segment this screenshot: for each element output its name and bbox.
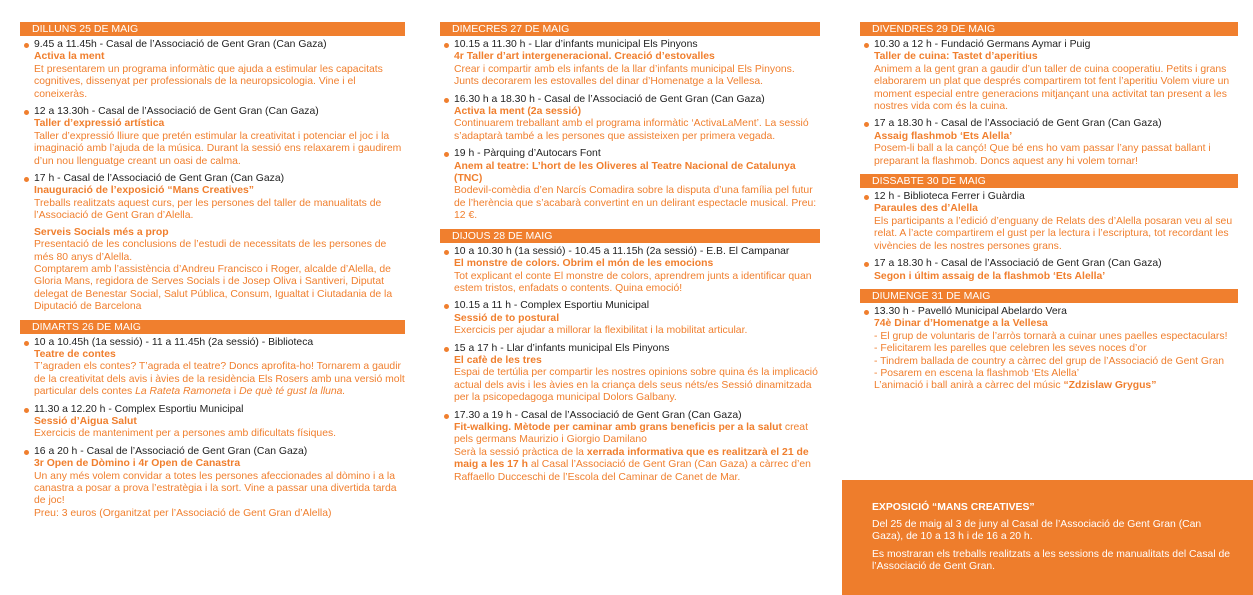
event-description: T’agraden els contes? T’agrada el teatre? Doncs aprofita-ho! Tornarem a gaudir de la creativitat dels avis i àvies de la residència Els Rosers amb una versió molt particular dels contes La Rateta Ramoneta i De què té gust la lluna. [34,361,405,398]
event-time: 16 a 20 h - Casal de l’Associació de Gent Gran (Can Gaza) [34,445,308,457]
day-heading: DIVENDRES 29 DE MAIG [860,22,1238,36]
event-item [20,404,405,441]
column-2 [440,22,820,490]
event-time: 12 a 13.30h - Casal de l’Associació de Gent Gran (Can Gaza) [34,106,319,118]
event-description: Animem a la gent gran a gaudir d’un taller de cuina cooperatiu. Petits i grans elaborarem un plat que després compartirem tot fent l’aperitiu Volem viure un moment especial entre generacions mitjançant una activitat tan present a les nostres vida com és la cuina. [874,63,1230,113]
event-item [860,258,1238,283]
day-heading: DIUMENGE 31 DE MAIG [860,289,1238,303]
event-title: 74è Dinar d’Homenatge a la Vellesa [874,318,1048,330]
event-item [860,306,1238,393]
event-time: 13.30 h - Pavelló Municipal Abelardo Vera [874,305,1067,317]
event-time: 19 h - Pàrquing d’Autocars Font [454,148,601,160]
event-description: Treballs realitzats aquest curs, per les persones del taller de manualitats de l’Associació de Gent Gran d’Alella. [34,197,382,222]
exhibition-dates: Del 25 de maig al 3 de juny al Casal de l’Associació de Gent Gran (Can Gaza), de 10 a 13 h i de 16 a 20 h. [872,518,1202,543]
event-description: Presentació de les conclusions de l’estudi de necessitats de les persones de més 80 anys d’Alella. [34,239,387,263]
event-title: Taller de cuina: Tastet d’aperitius [874,51,1038,63]
event-description: Espai de tertúlia per compartir les nostres opinions sobre quina és la implicació actual dels avis i les àvies en la criança dels seus néts/es Sessió dinamitzada per la psicopedagoga municipal Dolors Galbany. [454,367,818,404]
event-title: El cafè de les tres [454,354,542,366]
column-1 [20,22,405,526]
event-item [860,191,1238,253]
event-title: Taller d’expressió artística [34,118,165,130]
day-thursday [440,229,820,484]
event-time: 10.30 a 12 h - Fundació Germans Aymar i Puig [874,39,1091,50]
event-time: 17 a 18.30 h - Casal de l’Associació de Gent Gran (Can Gaza) [874,258,1162,270]
event-title: Anem al teatre: L’hort de les Oliveres al Teatre Nacional de Catalunya (TNC) [454,160,796,185]
event-time: 10.15 a 11.30 h - Llar d’infants municipal Els Pinyons [454,39,698,50]
event-item [20,446,405,520]
event-description: Crear i compartir amb els infants de la llar d’infants municipal Els Pinyons. Junts decorarem les estovalles del dinar d’Homenatge a la Vellesa. [454,63,795,88]
event-title: Teatre de contes [34,348,116,360]
day-heading: DISSABTE 30 DE MAIG [860,174,1238,188]
day-wednesday [440,22,820,223]
event-time: 17 h - Casal de l’Associació de Gent Gran (Can Gaza) [34,173,285,185]
event-item [440,300,820,337]
event-item [440,94,820,144]
event-description: Taller d’expressió lliure que pretén estimular la creativitat i potenciar el joc i la imaginació amb l’ajuda de la música. Durant la sessió ens relaxarem i gaudirem d’un nou llenguatge creant un oasi de calma. [34,130,402,167]
event-title: 4r Taller d’art intergeneracional. Creació d’estovalles [454,51,715,63]
event-description: Continuarem treballant amb el programa informàtic ‘ActivaLaMent’. La sessió s’adaptarà també a les persones que assisteixen per primera vegada. [454,118,809,142]
event-item [860,118,1238,168]
day-monday [20,22,405,314]
event-item [440,148,820,222]
event-time: 10 a 10.45h (1a sessió) - 11 a 11.45h (2a sessió) - Biblioteca [34,336,314,348]
event-line: - Tindrem ballada de country a càrrec del grup de l’Associació de Gent Gran [874,355,1224,367]
event-item [20,337,405,399]
day-saturday [860,174,1238,283]
day-friday [860,22,1238,168]
event-description: Comptarem amb l’assistència d’Andreu Francisco i Roger, alcalde d’Alella, de Gloria Mans, regidora de Serves Socials i de Josep Oliva i Santiveri, Diputat delegat de Benestar Social, Salut Pública, Consum, Igualtat i Ciutadania de la Diputació de Barcelona [34,263,393,313]
exhibition-box [842,480,1253,595]
event-description: Tot explicant el conte El monstre de colors, aprendrem junts a identificar quan estem tristos, enfadats o contents. Quina emoció! [454,270,812,294]
event-line: - Felicitarem les parelles que celebren les seves noces d’or [874,343,1147,355]
exhibition-description: Es mostraran els treballs realitzats a les sessions de manualitats del Casal de l’Associació de Gent Gran. [872,548,1231,573]
event-description: Exercicis per ajudar a millorar la flexibilitat i la mobilitat articular. [454,325,748,337]
event-item [20,106,405,168]
event-description: Serà la sessió pràctica de la xerrada informativa que es realitzarà el 21 de maig a les 17 h al Casal l’Associació de Gent Gran (Can Gaza) a càrrec d’en Raffaello Ducceschi de l’Escola del Caminar de Canet de Mar. [454,446,811,483]
event-description: Bodevil-comèdia d’en Narcís Comadira sobre la disputa d’una família pel futur de l’herència que s’acabarà convertint en un delirant espectacle musical. Preu: 12 €. [454,185,817,222]
day-heading: DIMECRES 27 DE MAIG [440,22,820,36]
event-title: El monstre de colors. Obrim el món de les emocions [454,258,714,270]
day-sunday [860,289,1238,393]
event-item [440,246,820,296]
event-title: Sessió de to postural [454,312,560,324]
event-title: Segon i últim assaig de la flashmob ‘Ets Alella’ [874,270,1106,282]
event-item [860,39,1238,113]
column-3 [860,22,1238,399]
event-time: 16.30 h a 18.30 h - Casal de l’Associació de Gent Gran (Can Gaza) [454,93,765,105]
event-item [440,410,820,484]
event-title: Paraules des d’Alella [874,203,978,215]
day-heading: DIMARTS 26 DE MAIG [20,320,405,334]
event-line: - Posarem en escena la flashmob ‘Ets Alella’ [874,367,1080,379]
event-time: 12 h - Biblioteca Ferrer i Guàrdia [874,191,1025,203]
day-heading: DIJOUS 28 DE MAIG [440,229,820,243]
event-time: 10.15 a 11 h - Complex Esportiu Municipal [454,300,650,312]
exhibition-title: EXPOSICIÓ “MANS CREATIVES” [872,502,1035,513]
event-description: Exercicis de manteniment per a persones amb dificultats físiques. [34,428,337,440]
event-title: 3r Open de Dòmino i 4r Open de Canastra [34,458,241,470]
day-heading: DILLUNS 25 DE MAIG [20,22,405,36]
event-time: 10 a 10.30 h (1a sessió) - 10.45 a 11.15h (2a sessió) - E.B. El Campanar [454,245,790,257]
event-item [440,343,820,405]
event-time: 17.30 a 19 h - Casal de l’Associació de Gent Gran (Can Gaza) [454,409,742,421]
event-description: Els participants a l’edició d’enguany de Relats des d’Alella posaran veu al seu relat. A l’acte compartirem el gust per la lectura i l’escriptura, tot recordant les vivències de les nostres persones grans. [874,215,1233,252]
event-line: - El grup de voluntaris de l’arròs tornarà a cuinar unes paelles espectaculars! [874,330,1228,342]
event-description: Posem-li ball a la cançó! Que bé ens ho vam passar l’any passat ballant i preparant la flashmob. Doncs aquest any hi volem tornar! [874,143,1211,167]
event-title-line: Fit-walking. Mètode per caminar amb grans beneficis per a la salut creat pels germans Maurizio i Giorgio Damilano [454,421,808,446]
event-item [20,39,405,101]
event-time: 9.45 a 11.45h - Casal de l’Associació de Gent Gran (Can Gaza) [34,39,327,50]
event-title: Activa la ment [34,51,105,63]
event-time: 17 a 18.30 h - Casal de l’Associació de Gent Gran (Can Gaza) [874,118,1162,130]
event-title: Activa la ment (2a sessió) [454,106,582,118]
event-time: 15 a 17 h - Llar d’infants municipal Els Pinyons [454,342,670,354]
event-time: 11.30 a 12.20 h - Complex Esportiu Municipal [34,403,244,415]
event-price: Preu: 3 euros (Organitzat per l’Associació de Gent Gran d’Alella) [34,507,332,519]
event-title: Inauguració de l’exposició “Mans Creatives” [34,185,255,197]
event-title: Sessió d’Aigua Salut [34,415,137,427]
event-item [20,173,405,313]
day-tuesday [20,320,405,521]
event-subtitle: Serveis Socials més a prop [34,226,169,238]
event-description: Un any més volem convidar a totes les persones afeccionades al dòmino i a la canastra a posar a prova l’estratègia i la sort. Vine a passar una divertida tarda de joc! [34,470,397,507]
event-item [440,39,820,89]
event-line: L’animació i ball anirà a càrrec del músic “Zdzislaw Grygus” [874,380,1157,392]
event-title: Assaig flashmob ‘Ets Alella’ [874,130,1013,142]
event-description: Et presentarem un programa informàtic que ajuda a estimular les capacitats cognitives, dissenyat per professionals de la neuropsicologia. Vine i el coneixeràs. [34,63,383,100]
